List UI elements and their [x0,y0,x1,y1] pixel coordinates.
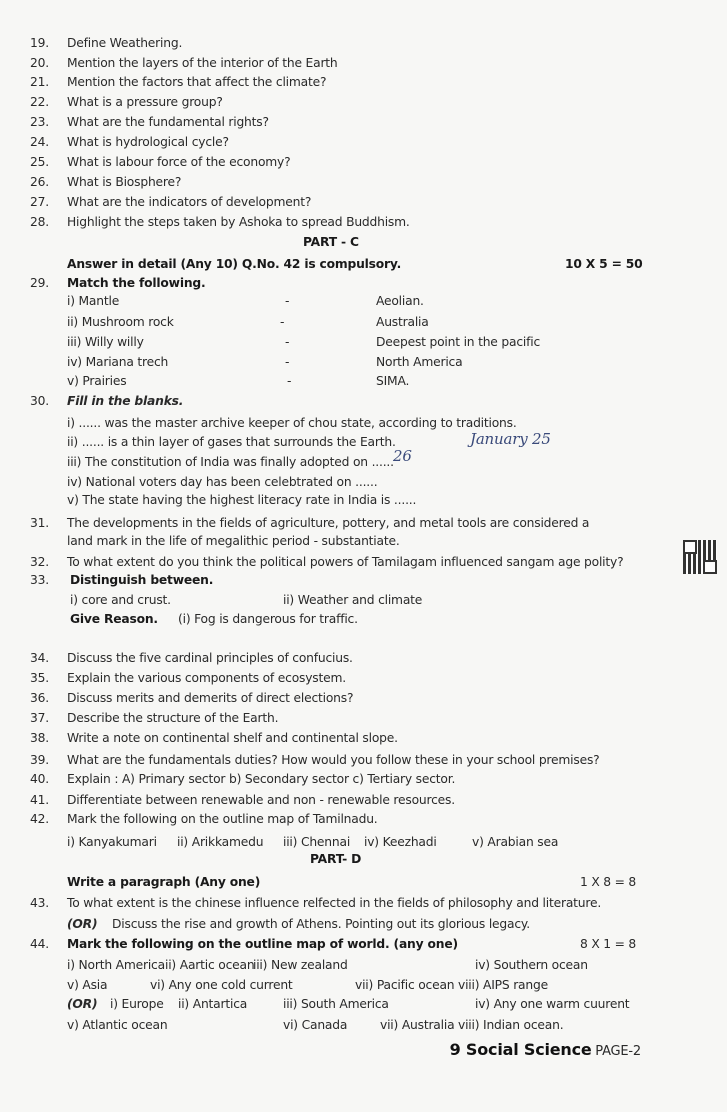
qr-code [683,540,717,574]
question-number: 43. [30,896,49,910]
sub-heading: Give Reason. [70,612,158,626]
map-item: iii) New zealand [253,958,348,972]
match-dash: - [280,315,285,329]
question-number: 34. [30,651,49,665]
map-item: iv) Keezhadi [364,835,437,849]
question-text: To what extent do you think the political powers of Tamilagam influenced sangam age polity? [67,555,624,569]
question-text: Mark the following on the outline map of Tamilnadu. [67,812,378,826]
question-text: To what extent is the chinese influence relfected in the fields of philosophy and literature. [67,896,602,910]
or-label: (OR) [67,997,98,1011]
match-right-item: Aeolian. [376,294,424,308]
question-text: What is hydrological cycle? [67,135,229,149]
question-text: What are the fundamental rights? [67,115,269,129]
question-title: Mark the following on the outline map of world. (any one) [67,937,458,951]
question-text: land mark in the life of megalithic period - substantiate. [67,534,400,548]
map-item: iv) Southern ocean [475,958,588,972]
question-number: 20. [30,56,49,70]
question-number: 40. [30,772,49,786]
map-item: i) Kanyakumari [67,835,157,849]
question-text: Describe the structure of the Earth. [67,711,279,725]
section-marks: 8 X 1 = 8 [580,937,637,951]
question-number: 37. [30,711,49,725]
section-heading: PART- D [310,852,362,866]
map-item: v) Atlantic ocean [67,1018,168,1032]
match-dash: - [285,335,290,349]
handwritten-answer: January 25 [470,430,551,448]
question-text: The developments in the fields of agriculture, pottery, and metal tools are considered a [67,516,590,530]
map-item: ii) Arikkamedu [177,835,264,849]
blank-item: iii) The constitution of India was finally adopted on ...... [67,455,394,469]
match-right-item: North America [376,355,463,369]
question-number: 23. [30,115,49,129]
question-number: 25. [30,155,49,169]
question-number: 27. [30,195,49,209]
section-marks: 10 X 5 = 50 [565,257,643,271]
handwritten-answer: 26 [393,447,412,465]
match-left-item: iv) Mariana trech [67,355,169,369]
map-item: v) Asia [67,978,108,992]
map-item: i) Europe [110,997,164,1011]
blank-item: iv) National voters day has been celebtrated on ...... [67,475,378,489]
map-item: vi) Canada [283,1018,348,1032]
question-text: Mention the layers of the interior of the Earth [67,56,338,70]
page-footer [450,1040,641,1059]
question-number: 36. [30,691,49,705]
sub-item: i) core and crust. [70,593,171,607]
question-number: 33. [30,573,49,587]
question-number: 32. [30,555,49,569]
question-text: What is Biosphere? [67,175,182,189]
question-text: Highlight the steps taken by Ashoka to spread Buddhism. [67,215,410,229]
map-item: viii) AIPS range [458,978,548,992]
question-number: 41. [30,793,49,807]
map-item: vi) Any one cold current [150,978,293,992]
question-text: What are the indicators of development? [67,195,312,209]
match-right-item: Deepest point in the pacific [376,335,541,349]
map-item: iv) Any one warm cuurent [475,997,630,1011]
question-number: 38. [30,731,49,745]
match-left-item: ii) Mushroom rock [67,315,174,329]
question-number: 30. [30,394,49,408]
question-text: Define Weathering. [67,36,183,50]
match-right-item: SIMA. [376,374,410,388]
map-item: viii) Indian ocean. [458,1018,564,1032]
map-item: vii) Pacific ocean [355,978,455,992]
sub-item: ii) Weather and climate [283,593,423,607]
question-number: 22. [30,95,49,109]
map-item: vii) Australia [380,1018,455,1032]
question-number: 42. [30,812,49,826]
map-item: ii) Aartic ocean [165,958,255,972]
section-instruction: Answer in detail (Any 10) Q.No. 42 is compulsory. [67,257,402,271]
section-instruction: Write a paragraph (Any one) [67,875,261,889]
match-dash: - [287,374,292,388]
sub-item: (i) Fog is dangerous for traffic. [178,612,358,626]
blank-item: i) ...... was the master archive keeper of chou state, according to traditions. [67,416,517,430]
or-label: (OR) [67,917,98,931]
question-text: Discuss the five cardinal principles of confucius. [67,651,353,665]
question-text: What is a pressure group? [67,95,223,109]
question-text: Mention the factors that affect the climate? [67,75,327,89]
footer-page-number: PAGE-2 [595,1044,641,1059]
question-text: Discuss the rise and growth of Athens. Pointing out its glorious legacy. [112,917,530,931]
question-number: 19. [30,36,49,50]
question-title: Distinguish between. [70,573,214,587]
question-number: 26. [30,175,49,189]
question-number: 44. [30,937,49,951]
match-left-item: v) Prairies [67,374,127,388]
map-item: ii) Antartica [178,997,248,1011]
map-item: iii) Chennai [283,835,351,849]
section-marks: 1 X 8 = 8 [580,875,637,889]
question-text: Explain : A) Primary sector b) Secondary sector c) Tertiary sector. [67,772,456,786]
blank-item: ii) ...... is a thin layer of gases that surrounds the Earth. [67,435,396,449]
question-text: What are the fundamentals duties? How would you follow these in your school premises? [67,753,600,767]
question-number: 21. [30,75,49,89]
map-item: i) North America [67,958,165,972]
question-title: Fill in the blanks. [67,394,184,408]
question-text: What is labour force of the economy? [67,155,291,169]
match-left-item: i) Mantle [67,294,120,308]
question-text: Discuss merits and demerits of direct elections? [67,691,354,705]
question-number: 31. [30,516,49,530]
question-number: 24. [30,135,49,149]
footer-subject: 9 Social Science [449,1040,592,1059]
question-number: 28. [30,215,49,229]
question-text: Differentiate between renewable and non - renewable resources. [67,793,455,807]
match-dash: - [285,294,290,308]
question-number: 35. [30,671,49,685]
question-text: Write a note on continental shelf and continental slope. [67,731,398,745]
match-right-item: Australia [376,315,429,329]
question-text: Explain the various components of ecosystem. [67,671,346,685]
match-left-item: iii) Willy willy [67,335,144,349]
match-dash: - [285,355,290,369]
section-heading: PART - C [303,235,359,249]
question-number: 29. [30,276,49,290]
blank-item: v) The state having the highest literacy rate in India is ...... [67,493,417,507]
question-title: Match the following. [67,276,206,290]
map-item: iii) South America [283,997,389,1011]
map-item: v) Arabian sea [472,835,559,849]
question-number: 39. [30,753,49,767]
